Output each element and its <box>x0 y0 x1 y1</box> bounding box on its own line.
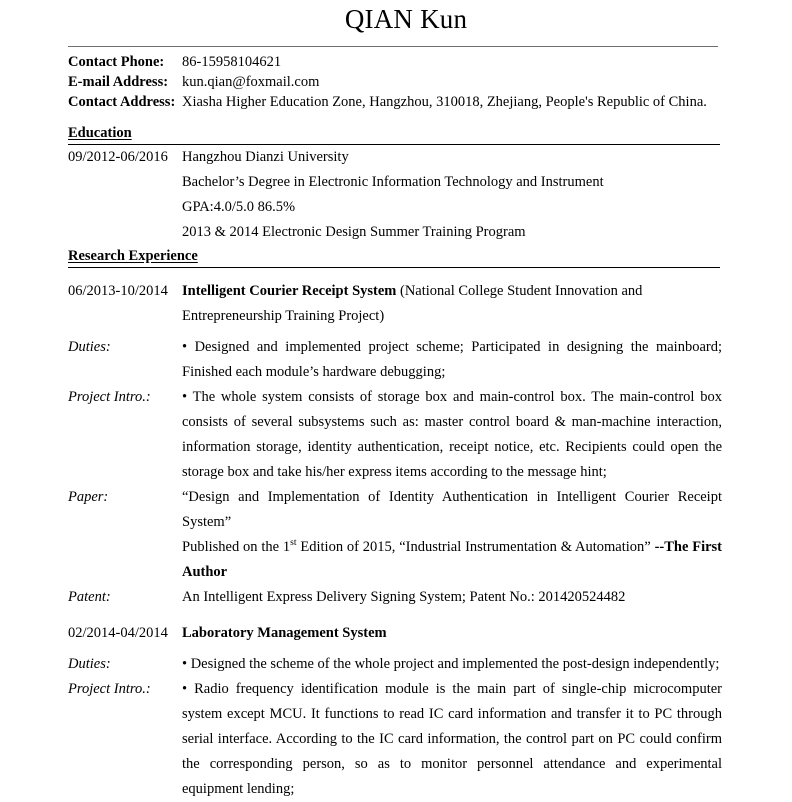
project-label-patent: Patent: <box>68 589 111 605</box>
education-row <box>68 220 722 245</box>
education-row <box>68 195 722 220</box>
education-training: 2013 & 2014 Electronic Design Summer Training Program <box>182 224 526 240</box>
education-row <box>68 145 722 170</box>
paper-published-prefix: Published on the 1 <box>182 539 291 555</box>
contact-value-phone: 86-15958104621 <box>182 54 282 70</box>
spacer <box>68 268 722 279</box>
paper-authorship: --The First Author <box>182 539 723 580</box>
contact-label-email: E-mail Address: <box>68 74 169 90</box>
paper-ordinal-suffix: st <box>290 537 297 549</box>
education-gpa: GPA:4.0/5.0 86.5% <box>182 199 296 215</box>
project-label-duties: Duties: <box>68 339 111 355</box>
research-project <box>68 621 722 802</box>
project-patent-text: An Intelligent Express Delivery Signing System; Patent No.: 201420524482 <box>182 589 626 605</box>
project-paper-text <box>182 485 722 585</box>
project-duties-text: • Designed the scheme of the whole project and implemented the post-design independently; <box>182 656 720 672</box>
project-label-intro: Project Intro.: <box>68 389 151 405</box>
project-header-row <box>68 279 722 329</box>
contact-row <box>68 52 722 72</box>
document-body <box>0 46 722 802</box>
education-degree: Bachelor’s Degree in Electronic Information Technology and Instrument <box>182 174 604 190</box>
project-title-bold: Intelligent Courier Receipt System <box>182 283 397 299</box>
project-detail-row <box>68 385 722 485</box>
resume-page <box>0 2 792 797</box>
project-intro-text: • The whole system consists of storage box and main-control box. The main-control box consists of several subsystems such as: master control board & man-machine interaction, information storage, identity authentication, receipt notice, etc. Recipients could open the storage box and take his/her express items according to the message hint; <box>182 389 722 480</box>
project-header-row <box>68 621 722 646</box>
project-label-duties: Duties: <box>68 656 111 672</box>
paper-title: “Design and Implementation of Identity Authentication in Intelligent Courier Receipt System” <box>182 489 722 530</box>
section-education <box>68 124 722 245</box>
project-date: 02/2014-04/2014 <box>68 625 168 641</box>
page-title: QIAN Kun <box>344 4 468 34</box>
project-date: 06/2013-10/2014 <box>68 283 168 299</box>
project-detail-row <box>68 485 722 585</box>
contact-row <box>68 72 722 92</box>
project-detail-row <box>68 652 722 677</box>
education-row <box>68 170 722 195</box>
project-detail-row <box>68 585 722 610</box>
header-divider <box>68 46 718 47</box>
contact-value-address: Xiasha Higher Education Zone, Hangzhou, 310018, Zhejiang, People's Republic of China. <box>182 94 707 110</box>
project-detail-row <box>68 677 722 802</box>
contact-value-email: kun.qian@foxmail.com <box>182 74 320 90</box>
project-title <box>182 279 722 329</box>
project-intro-text: • Radio frequency identification module is the main part of single-chip microcomputer system except MCU. It functions to read IC card information and transfer it to PC through serial interface. According to the IC card information, the control part on PC could confirm the corresponding person, so as to monitor personnel attendance and experimental equipment lending; <box>182 681 722 797</box>
contact-row <box>68 92 722 112</box>
project-detail-row <box>68 335 722 385</box>
contact-label-address: Contact Address: <box>68 94 176 110</box>
contact-block <box>68 52 722 112</box>
section-title-research: Research Experience <box>68 248 198 264</box>
project-duties-text: • Designed and implemented project scheme; Participated in designing the mainboard; Finished each module’s hardware debugging; <box>182 339 722 380</box>
section-research-experience <box>68 247 722 802</box>
education-date: 09/2012-06/2016 <box>68 149 168 165</box>
project-title-bold: Laboratory Management System <box>182 625 387 641</box>
research-project <box>68 279 722 610</box>
paper-published-suffix: Edition of 2015, “Industrial Instrumentation & Automation” <box>296 539 655 555</box>
project-title-rest: (National College Student Innovation and Entrepreneurship Training Project) <box>182 283 643 324</box>
education-institution: Hangzhou Dianzi University <box>182 149 349 165</box>
project-title <box>182 621 722 646</box>
project-label-paper: Paper: <box>68 489 109 505</box>
section-title-education: Education <box>68 125 132 141</box>
project-label-intro: Project Intro.: <box>68 681 151 697</box>
spacer <box>68 610 722 621</box>
education-entry <box>68 145 722 245</box>
contact-label-phone: Contact Phone: <box>68 54 165 70</box>
